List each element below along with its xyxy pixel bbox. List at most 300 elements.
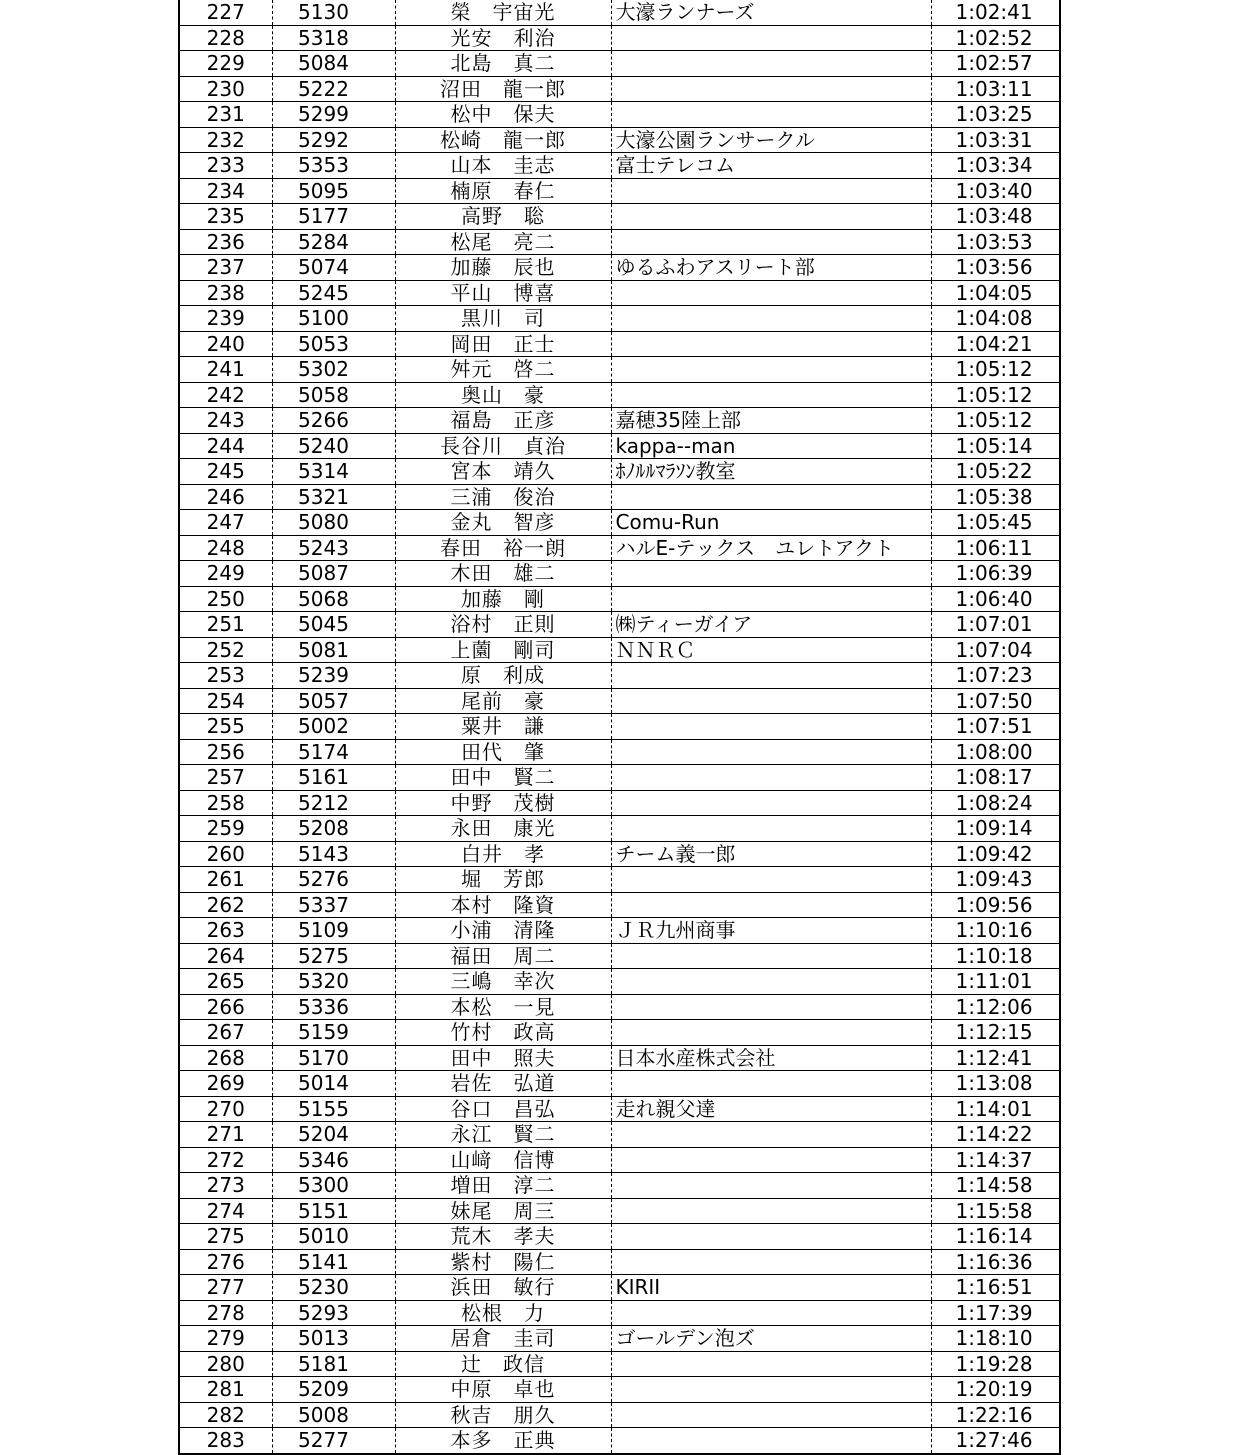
place-cell: 245 (179, 459, 272, 485)
table-row (179, 1020, 1060, 1046)
place-cell: 273 (179, 1173, 272, 1199)
bib-number-cell: 5302 (272, 357, 395, 383)
team-name-cell (611, 229, 931, 255)
table-row (179, 1173, 1060, 1199)
bib-number-cell: 5143 (272, 841, 395, 867)
table-row (179, 1275, 1060, 1301)
place-cell: 247 (179, 510, 272, 536)
team-name-cell (611, 739, 931, 765)
place-cell: 265 (179, 969, 272, 995)
table-row (179, 663, 1060, 689)
runner-name-cell: 北島 真二 (395, 51, 611, 77)
finish-time-cell: 1:07:04 (931, 637, 1060, 663)
runner-name-cell: 堀 芳郎 (395, 867, 611, 893)
table-row (179, 969, 1060, 995)
table-row (179, 1326, 1060, 1352)
table-row (179, 1249, 1060, 1275)
runner-name-cell: 松尾 亮二 (395, 229, 611, 255)
runner-name-cell: 谷口 昌弘 (395, 1096, 611, 1122)
team-name-cell (611, 1020, 931, 1046)
place-cell: 269 (179, 1071, 272, 1097)
bib-number-cell: 5074 (272, 255, 395, 281)
finish-time-cell: 1:19:28 (931, 1351, 1060, 1377)
finish-time-cell: 1:10:16 (931, 918, 1060, 944)
runner-name-cell: 中野 茂樹 (395, 790, 611, 816)
team-name-cell (611, 1351, 931, 1377)
table-row (179, 1300, 1060, 1326)
bib-number-cell: 5284 (272, 229, 395, 255)
runner-name-cell: 金丸 智彦 (395, 510, 611, 536)
team-name-cell (611, 382, 931, 408)
finish-time-cell: 1:05:12 (931, 408, 1060, 434)
runner-name-cell: 榮 宇宙光 (395, 0, 611, 25)
runner-name-cell: 福田 周二 (395, 943, 611, 969)
runner-name-cell: 加藤 剛 (395, 586, 611, 612)
bib-number-cell: 5181 (272, 1351, 395, 1377)
finish-time-cell: 1:09:43 (931, 867, 1060, 893)
runner-name-cell: 小浦 清隆 (395, 918, 611, 944)
table-row (179, 765, 1060, 791)
finish-time-cell: 1:05:12 (931, 382, 1060, 408)
finish-time-cell: 1:09:56 (931, 892, 1060, 918)
finish-time-cell: 1:20:19 (931, 1377, 1060, 1403)
table-row (179, 816, 1060, 842)
runner-name-cell: 光安 利治 (395, 25, 611, 51)
finish-time-cell: 1:22:16 (931, 1402, 1060, 1428)
runner-name-cell: 長谷川 貞治 (395, 433, 611, 459)
finish-time-cell: 1:03:40 (931, 178, 1060, 204)
place-cell: 266 (179, 994, 272, 1020)
bib-number-cell: 5318 (272, 25, 395, 51)
runner-name-cell: 松中 保夫 (395, 102, 611, 128)
team-name-cell: 走れ親父達 (611, 1096, 931, 1122)
finish-time-cell: 1:07:01 (931, 612, 1060, 638)
place-cell: 231 (179, 102, 272, 128)
table-row (179, 1224, 1060, 1250)
runner-name-cell: 加藤 辰也 (395, 255, 611, 281)
runner-name-cell: 楠原 春仁 (395, 178, 611, 204)
bib-number-cell: 5177 (272, 204, 395, 230)
finish-time-cell: 1:07:23 (931, 663, 1060, 689)
finish-time-cell: 1:18:10 (931, 1326, 1060, 1352)
bib-number-cell: 5081 (272, 637, 395, 663)
place-cell: 258 (179, 790, 272, 816)
place-cell: 259 (179, 816, 272, 842)
bib-number-cell: 5155 (272, 1096, 395, 1122)
runner-name-cell: 岡田 正士 (395, 331, 611, 357)
table-row (179, 484, 1060, 510)
bib-number-cell: 5130 (272, 0, 395, 25)
team-name-cell (611, 790, 931, 816)
finish-time-cell: 1:05:12 (931, 357, 1060, 383)
place-cell: 267 (179, 1020, 272, 1046)
bib-number-cell: 5230 (272, 1275, 395, 1301)
bib-number-cell: 5084 (272, 51, 395, 77)
runner-name-cell: 木田 雄二 (395, 561, 611, 587)
finish-time-cell: 1:14:37 (931, 1147, 1060, 1173)
bib-number-cell: 5239 (272, 663, 395, 689)
table-row (179, 76, 1060, 102)
finish-time-cell: 1:13:08 (931, 1071, 1060, 1097)
finish-time-cell: 1:05:45 (931, 510, 1060, 536)
finish-time-cell: 1:12:06 (931, 994, 1060, 1020)
finish-time-cell: 1:09:42 (931, 841, 1060, 867)
bib-number-cell: 5275 (272, 943, 395, 969)
runner-name-cell: 永田 康光 (395, 816, 611, 842)
bib-number-cell: 5151 (272, 1198, 395, 1224)
runner-name-cell: 竹村 政高 (395, 1020, 611, 1046)
bib-number-cell: 5299 (272, 102, 395, 128)
bib-number-cell: 5320 (272, 969, 395, 995)
table-row (179, 0, 1060, 25)
bib-number-cell: 5058 (272, 382, 395, 408)
bib-number-cell: 5337 (272, 892, 395, 918)
table-row (179, 1045, 1060, 1071)
place-cell: 257 (179, 765, 272, 791)
place-cell: 248 (179, 535, 272, 561)
finish-time-cell: 1:07:50 (931, 688, 1060, 714)
runner-name-cell: 松崎 龍一郎 (395, 127, 611, 153)
table-row (179, 1198, 1060, 1224)
team-name-cell: ハルE-テックス ユレトアクト (611, 535, 931, 561)
team-name-cell (611, 1122, 931, 1148)
table-row (179, 688, 1060, 714)
runner-name-cell: 舛元 啓二 (395, 357, 611, 383)
table-row (179, 280, 1060, 306)
table-row (179, 127, 1060, 153)
table-row (179, 1402, 1060, 1428)
runner-name-cell: 岩佐 弘道 (395, 1071, 611, 1097)
runner-name-cell: 浴村 正則 (395, 612, 611, 638)
runner-name-cell: 原 利成 (395, 663, 611, 689)
team-name-cell (611, 102, 931, 128)
runner-name-cell: 本多 正典 (395, 1428, 611, 1454)
bib-number-cell: 5159 (272, 1020, 395, 1046)
finish-time-cell: 1:03:34 (931, 153, 1060, 179)
bib-number-cell: 5293 (272, 1300, 395, 1326)
bib-number-cell: 5266 (272, 408, 395, 434)
bib-number-cell: 5141 (272, 1249, 395, 1275)
finish-time-cell: 1:02:41 (931, 0, 1060, 25)
finish-time-cell: 1:03:53 (931, 229, 1060, 255)
team-name-cell (611, 280, 931, 306)
finish-time-cell: 1:27:46 (931, 1428, 1060, 1454)
bib-number-cell: 5300 (272, 1173, 395, 1199)
place-cell: 246 (179, 484, 272, 510)
bib-number-cell: 5174 (272, 739, 395, 765)
finish-time-cell: 1:12:41 (931, 1045, 1060, 1071)
bib-number-cell: 5212 (272, 790, 395, 816)
team-name-cell (611, 204, 931, 230)
bib-number-cell: 5321 (272, 484, 395, 510)
table-row (179, 1147, 1060, 1173)
team-name-cell: ＪＲ九州商事 (611, 918, 931, 944)
team-name-cell (611, 1198, 931, 1224)
place-cell: 276 (179, 1249, 272, 1275)
team-name-cell (611, 1402, 931, 1428)
finish-time-cell: 1:04:05 (931, 280, 1060, 306)
runner-name-cell: 増田 淳二 (395, 1173, 611, 1199)
finish-time-cell: 1:03:11 (931, 76, 1060, 102)
table-row (179, 918, 1060, 944)
place-cell: 236 (179, 229, 272, 255)
finish-time-cell: 1:16:51 (931, 1275, 1060, 1301)
team-name-cell (611, 943, 931, 969)
runner-name-cell: 福島 正彦 (395, 408, 611, 434)
table-row (179, 892, 1060, 918)
team-name-cell (611, 357, 931, 383)
finish-time-cell: 1:04:21 (931, 331, 1060, 357)
place-cell: 241 (179, 357, 272, 383)
table-row (179, 25, 1060, 51)
runner-name-cell: 沼田 龍一郎 (395, 76, 611, 102)
table-row (179, 331, 1060, 357)
place-cell: 229 (179, 51, 272, 77)
finish-time-cell: 1:02:52 (931, 25, 1060, 51)
finish-time-cell: 1:05:22 (931, 459, 1060, 485)
place-cell: 277 (179, 1275, 272, 1301)
runner-name-cell: 三嶋 幸次 (395, 969, 611, 995)
team-name-cell: ﾎﾉﾙﾙﾏﾗｿﾝ教室 (611, 459, 931, 485)
runner-name-cell: 紫村 陽仁 (395, 1249, 611, 1275)
place-cell: 262 (179, 892, 272, 918)
bib-number-cell: 5010 (272, 1224, 395, 1250)
team-name-cell (611, 1071, 931, 1097)
bib-number-cell: 5336 (272, 994, 395, 1020)
runner-name-cell: 田代 肇 (395, 739, 611, 765)
place-cell: 271 (179, 1122, 272, 1148)
place-cell: 251 (179, 612, 272, 638)
team-name-cell (611, 994, 931, 1020)
bib-number-cell: 5068 (272, 586, 395, 612)
team-name-cell: ゆるふわアスリート部 (611, 255, 931, 281)
bib-number-cell: 5208 (272, 816, 395, 842)
table-row (179, 1351, 1060, 1377)
place-cell: 274 (179, 1198, 272, 1224)
finish-time-cell: 1:08:24 (931, 790, 1060, 816)
place-cell: 283 (179, 1428, 272, 1454)
table-row (179, 1071, 1060, 1097)
table-row (179, 51, 1060, 77)
team-name-cell: Comu-Run (611, 510, 931, 536)
place-cell: 282 (179, 1402, 272, 1428)
finish-time-cell: 1:03:25 (931, 102, 1060, 128)
table-row (179, 739, 1060, 765)
team-name-cell (611, 765, 931, 791)
place-cell: 263 (179, 918, 272, 944)
finish-time-cell: 1:05:14 (931, 433, 1060, 459)
bib-number-cell: 5209 (272, 1377, 395, 1403)
bib-number-cell: 5222 (272, 76, 395, 102)
runner-name-cell: 上薗 剛司 (395, 637, 611, 663)
finish-time-cell: 1:08:17 (931, 765, 1060, 791)
place-cell: 242 (179, 382, 272, 408)
bib-number-cell: 5080 (272, 510, 395, 536)
runner-name-cell: 秋吉 朋久 (395, 1402, 611, 1428)
team-name-cell (611, 178, 931, 204)
runner-name-cell: 白井 孝 (395, 841, 611, 867)
bib-number-cell: 5100 (272, 306, 395, 332)
team-name-cell (611, 1377, 931, 1403)
place-cell: 237 (179, 255, 272, 281)
runner-name-cell: 山﨑 信博 (395, 1147, 611, 1173)
table-row (179, 867, 1060, 893)
runner-name-cell: 平山 博喜 (395, 280, 611, 306)
bib-number-cell: 5087 (272, 561, 395, 587)
place-cell: 272 (179, 1147, 272, 1173)
place-cell: 230 (179, 76, 272, 102)
finish-time-cell: 1:06:11 (931, 535, 1060, 561)
runner-name-cell: 宮本 靖久 (395, 459, 611, 485)
table-row (179, 586, 1060, 612)
bib-number-cell: 5161 (272, 765, 395, 791)
team-name-cell (611, 969, 931, 995)
bib-number-cell: 5204 (272, 1122, 395, 1148)
place-cell: 240 (179, 331, 272, 357)
place-cell: 250 (179, 586, 272, 612)
team-name-cell: 富士テレコム (611, 153, 931, 179)
finish-time-cell: 1:17:39 (931, 1300, 1060, 1326)
table-row (179, 102, 1060, 128)
finish-time-cell: 1:06:39 (931, 561, 1060, 587)
runner-name-cell: 荒木 孝夫 (395, 1224, 611, 1250)
runner-name-cell: 黒川 司 (395, 306, 611, 332)
results-body (179, 0, 1060, 1454)
team-name-cell (611, 816, 931, 842)
bib-number-cell: 5276 (272, 867, 395, 893)
team-name-cell: 大濠公園ランサークル (611, 127, 931, 153)
team-name-cell: KIRII (611, 1275, 931, 1301)
team-name-cell: ㈱ティーガイア (611, 612, 931, 638)
bib-number-cell: 5057 (272, 688, 395, 714)
runner-name-cell: 本松 一見 (395, 994, 611, 1020)
place-cell: 281 (179, 1377, 272, 1403)
team-name-cell (611, 663, 931, 689)
table-row (179, 382, 1060, 408)
bib-number-cell: 5045 (272, 612, 395, 638)
bib-number-cell: 5245 (272, 280, 395, 306)
place-cell: 234 (179, 178, 272, 204)
bib-number-cell: 5109 (272, 918, 395, 944)
bib-number-cell: 5014 (272, 1071, 395, 1097)
table-row (179, 433, 1060, 459)
finish-time-cell: 1:16:14 (931, 1224, 1060, 1250)
table-row (179, 357, 1060, 383)
place-cell: 255 (179, 714, 272, 740)
bib-number-cell: 5353 (272, 153, 395, 179)
table-row (179, 943, 1060, 969)
table-row (179, 612, 1060, 638)
team-name-cell (611, 892, 931, 918)
team-name-cell (611, 331, 931, 357)
finish-time-cell: 1:15:58 (931, 1198, 1060, 1224)
place-cell: 275 (179, 1224, 272, 1250)
place-cell: 261 (179, 867, 272, 893)
place-cell: 243 (179, 408, 272, 434)
table-row (179, 637, 1060, 663)
bib-number-cell: 5240 (272, 433, 395, 459)
place-cell: 227 (179, 0, 272, 25)
team-name-cell: ＮＮＲＣ (611, 637, 931, 663)
place-cell: 268 (179, 1045, 272, 1071)
bib-number-cell: 5013 (272, 1326, 395, 1352)
finish-time-cell: 1:06:40 (931, 586, 1060, 612)
finish-time-cell: 1:03:56 (931, 255, 1060, 281)
finish-time-cell: 1:03:31 (931, 127, 1060, 153)
finish-time-cell: 1:12:15 (931, 1020, 1060, 1046)
team-name-cell: ゴールデン泡ズ (611, 1326, 931, 1352)
finish-time-cell: 1:04:08 (931, 306, 1060, 332)
team-name-cell (611, 25, 931, 51)
finish-time-cell: 1:11:01 (931, 969, 1060, 995)
team-name-cell: 大濠ランナーズ (611, 0, 931, 25)
finish-time-cell: 1:16:36 (931, 1249, 1060, 1275)
team-name-cell (611, 1300, 931, 1326)
table-row (179, 1377, 1060, 1403)
place-cell: 280 (179, 1351, 272, 1377)
table-row (179, 153, 1060, 179)
runner-name-cell: 田中 照夫 (395, 1045, 611, 1071)
bib-number-cell: 5002 (272, 714, 395, 740)
place-cell: 278 (179, 1300, 272, 1326)
finish-time-cell: 1:09:14 (931, 816, 1060, 842)
bib-number-cell: 5292 (272, 127, 395, 153)
place-cell: 249 (179, 561, 272, 587)
runner-name-cell: 奥山 豪 (395, 382, 611, 408)
finish-time-cell: 1:07:51 (931, 714, 1060, 740)
bib-number-cell: 5346 (272, 1147, 395, 1173)
table-row (179, 204, 1060, 230)
table-row (179, 535, 1060, 561)
team-name-cell (611, 1173, 931, 1199)
finish-time-cell: 1:05:38 (931, 484, 1060, 510)
finish-time-cell: 1:14:58 (931, 1173, 1060, 1199)
bib-number-cell: 5053 (272, 331, 395, 357)
team-name-cell: 日本水産株式会社 (611, 1045, 931, 1071)
table-row (179, 790, 1060, 816)
runner-name-cell: 田中 賢二 (395, 765, 611, 791)
runner-name-cell: 春田 裕一朗 (395, 535, 611, 561)
runner-name-cell: 松根 力 (395, 1300, 611, 1326)
bib-number-cell: 5314 (272, 459, 395, 485)
place-cell: 254 (179, 688, 272, 714)
finish-time-cell: 1:08:00 (931, 739, 1060, 765)
place-cell: 239 (179, 306, 272, 332)
runner-name-cell: 妹尾 周三 (395, 1198, 611, 1224)
team-name-cell (611, 76, 931, 102)
team-name-cell (611, 1249, 931, 1275)
runner-name-cell: 居倉 圭司 (395, 1326, 611, 1352)
place-cell: 235 (179, 204, 272, 230)
table-row (179, 255, 1060, 281)
table-row (179, 178, 1060, 204)
place-cell: 253 (179, 663, 272, 689)
table-row (179, 408, 1060, 434)
team-name-cell (611, 586, 931, 612)
finish-time-cell: 1:10:18 (931, 943, 1060, 969)
place-cell: 232 (179, 127, 272, 153)
place-cell: 244 (179, 433, 272, 459)
runner-name-cell: 粟井 謙 (395, 714, 611, 740)
finish-time-cell: 1:14:01 (931, 1096, 1060, 1122)
table-row (179, 459, 1060, 485)
runner-name-cell: 尾前 豪 (395, 688, 611, 714)
finish-time-cell: 1:03:48 (931, 204, 1060, 230)
place-cell: 279 (179, 1326, 272, 1352)
runner-name-cell: 高野 聡 (395, 204, 611, 230)
table-row (179, 510, 1060, 536)
place-cell: 260 (179, 841, 272, 867)
